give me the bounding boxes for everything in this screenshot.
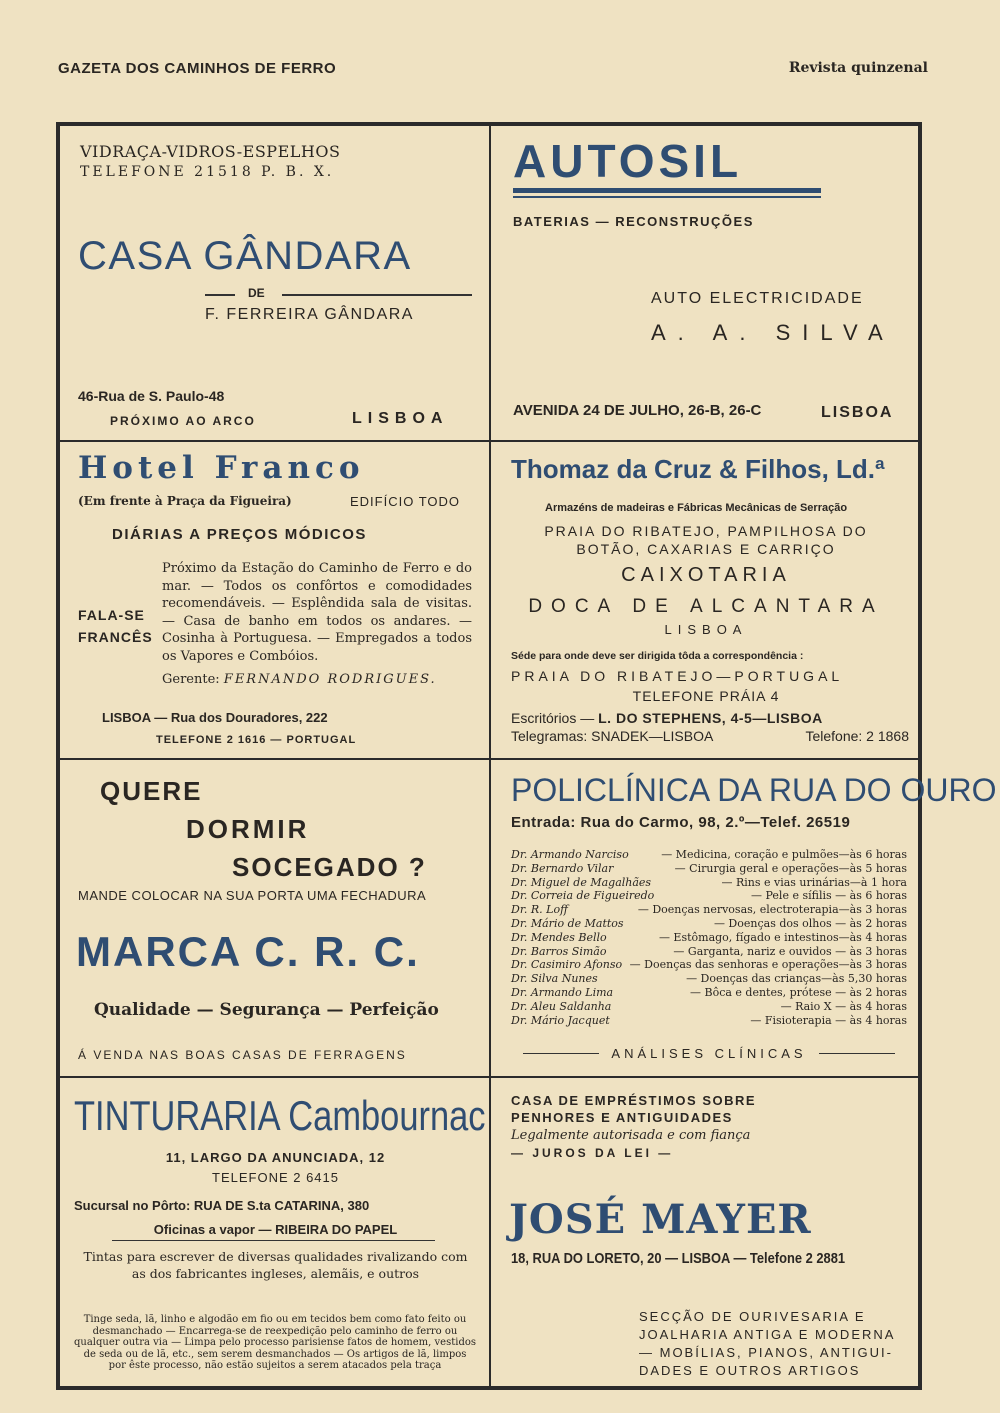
cg-owner: F. FERREIRA GÂNDARA [205, 306, 414, 323]
jm-section-line1: SECÇÃO DE OURIVESARIA E [639, 1309, 866, 1324]
hf-fala-line1: FALA-SE [78, 607, 145, 623]
jm-section-line4: DADES E OUTROS ARTIGOS [639, 1363, 861, 1378]
po-doctor-specialty: — Doenças das senhoras e operações—às 3 horas [629, 958, 907, 972]
po-doctor-name: Dr. Miguel de Magalhães [511, 875, 652, 889]
ti-services: Tinge seda, lã, linho e algodão em fio ou em tecidos bem como fato feito ou desmanchado — Encarrega-se de reexpedição pelo caminho de ferro ou qualquer outra via — Limpa pelo processo parisiense fatos de homem, vestidos de seda ou de lã, etc., sem serem desmanchados — Os artigos de lã, limpos por êste processo, não estão sujeitos a serem atacados pela traça [74, 1314, 476, 1371]
ti-branch: Sucursal no Pôrto: RUA DE S.ta CATARINA, 380 [74, 1198, 370, 1213]
cg-phone: TELEFONE 21518 P. B. X. [80, 164, 335, 180]
hf-manager-name: FERNANDO RODRIGUES. [223, 672, 437, 687]
cg-products: VIDRAÇA-VIDROS-ESPELHOS [80, 142, 341, 161]
po-doctor-specialty: — Cirurgia geral e operações—às 5 horas [674, 861, 907, 875]
th-doca: DOCA DE ALCANTARA [528, 596, 884, 617]
po-doctor-specialty: — Doenças nervosas, electroterapia—às 3 horas [637, 903, 907, 917]
hf-rates: DIÁRIAS A PREÇOS MÓDICOS [112, 526, 367, 543]
po-doctor-row [511, 945, 907, 959]
cg-title: CASA GÂNDARA [78, 234, 412, 278]
cg-divider-left [205, 294, 235, 296]
po-doctor-specialty: — Bôca e dentes, prótese — às 2 horas [690, 985, 907, 999]
jm-legal: Legalmente autorisada e com fiança [511, 1128, 751, 1143]
po-doctor-name: Dr. Correia de Figueiredo [511, 889, 655, 903]
po-doctor-name: Dr. Mendes Bello [511, 930, 607, 944]
au-address: AVENIDA 24 DE JULHO, 26-B, 26-C [513, 402, 762, 419]
jm-heading-line1: CASA DE EMPRÉSTIMOS SOBRE [511, 1093, 757, 1108]
po-doctor-row [511, 889, 907, 903]
ad-jose-mayer [490, 1077, 919, 1387]
journal-title: GAZETA DOS CAMINHOS DE FERRO [58, 60, 337, 77]
po-doctor-name: Dr. Mário de Mattos [511, 916, 624, 930]
hf-address: LISBOA — Rua dos Douradores, 222 [102, 710, 328, 725]
po-doctor-name: Dr. Armando Narciso [511, 848, 629, 861]
au-subtitle: BATERIAS — RECONSTRUÇÕES [513, 214, 754, 229]
au-bar-thin [513, 196, 821, 198]
page-header [58, 60, 928, 84]
ad-hotel-franco [59, 441, 490, 759]
th-offices-label: Escritórios — [511, 710, 595, 726]
th-sede: Séde para onde deve ser dirigida tôda a correspondência : [511, 650, 804, 662]
po-doctor-row [511, 862, 907, 876]
po-footer [511, 1046, 907, 1061]
po-title: POLICLÍNICA DA RUA DO OURO [511, 772, 997, 808]
po-doctor-specialty: — Fisioterapia — às 4 horas [750, 1013, 907, 1027]
th-title: Thomaz da Cruz & Filhos, Ld.ª [511, 454, 885, 484]
qd-slogan: Qualidade — Segurança — Perfeição [94, 1000, 439, 1020]
ad-policlinica [490, 759, 997, 1077]
cg-de: DE [248, 286, 265, 300]
th-places: PRAIA DO RIBATEJO, PAMPILHOSA DO BOTÃO, CAXARIAS E CARRIÇO [544, 523, 868, 557]
au-service: AUTO ELECTRICIDADE [651, 290, 864, 307]
cg-city: LISBOA [352, 410, 449, 427]
cg-address: 46-Rua de S. Paulo-48 [78, 388, 225, 404]
qd-sale: Á VENDA NAS BOAS CASAS DE FERRAGENS [78, 1048, 407, 1062]
th-praia-portugal: PRAIA DO RIBATEJO—PORTUGAL [511, 668, 844, 684]
hf-location: (Em frente à Praça da Figueira) [78, 494, 292, 508]
th-phone: Telefone: 2 1868 [805, 728, 909, 744]
jm-section-line2: JOALHARIA ANTIGA E MODERNA [639, 1327, 896, 1342]
journal-subtitle: Revista quinzenal [788, 60, 928, 76]
po-doctor-specialty: — Doenças das crianças—às 5,30 horas [686, 972, 907, 986]
po-footer-line-left [523, 1053, 599, 1054]
th-lisboa: LISBOA [664, 622, 748, 637]
po-doctor-specialty: — Estômago, fígado e intestinos—às 4 horas [658, 930, 907, 944]
po-doctor-row [511, 917, 907, 931]
ti-title: TINTURARIA Cambournac [74, 1092, 486, 1139]
qd-instruction: MANDE COLOCAR NA SUA PORTA UMA FECHADURA [78, 888, 427, 903]
po-footer-line-right [819, 1053, 895, 1054]
po-doctor-name: Dr. Aleu Saldanha [511, 999, 612, 1013]
au-title: AUTOSIL [513, 135, 743, 187]
th-phone-praia: TELEFONE PRÁIA 4 [632, 688, 780, 704]
jm-title: JOSÉ MAYER [509, 1196, 812, 1243]
po-doctor-name: Dr. Mário Jacquet [511, 1013, 610, 1027]
qd-line2: DORMIR [186, 814, 310, 844]
jm-address: 18, RUA DO LORETO, 20 — LISBOA — Telefone 2 2881 [511, 1250, 846, 1267]
au-city: LISBOA [821, 404, 894, 421]
ad-autosil [490, 125, 919, 441]
hf-title: Hotel Franco [78, 450, 365, 486]
po-doctor-row [511, 931, 907, 945]
po-doctor-list [511, 848, 907, 1027]
po-doctor-specialty: — Pele e sífilis — às 6 horas [751, 889, 907, 903]
jm-interest: — JUROS DA LEI — [511, 1146, 674, 1160]
po-doctor-row [511, 1014, 907, 1028]
po-doctor-name: Dr. Silva Nunes [511, 972, 598, 986]
qd-brand: MARCA C. R. C. [76, 928, 420, 975]
hf-building: EDIFÍCIO TODO [350, 494, 461, 509]
hf-description: Próximo da Estação do Caminho de Ferro e do mar. — Todos os confôrtos e comodidades recomendáveis. — Esplêndida sala de visitas. — Casa de banho em todos os andares. — Cosinha à Portuguesa. — Empregados a todos os Vapores e Combóios. [162, 561, 472, 664]
po-doctor-specialty: — Doenças dos olhos — às 2 horas [713, 916, 907, 930]
ti-workshops: Oficinas a vapor — RIBEIRA DO PAPEL [153, 1222, 398, 1237]
au-bar-thick [513, 188, 821, 193]
jm-heading-line2: PENHORES E ANTIGUIDADES [511, 1110, 733, 1125]
po-doctor-row [511, 903, 907, 917]
hf-phone: TELEFONE 2 1616 — PORTUGAL [156, 734, 357, 746]
po-doctor-row [511, 876, 907, 890]
ti-phone: TELEFONE 2 6415 [212, 1170, 339, 1185]
po-doctor-name: Dr. Bernardo Vilar [511, 861, 614, 875]
th-offices [511, 710, 823, 726]
po-doctor-specialty: — Garganta, nariz e ouvidos — às 3 horas [673, 944, 907, 958]
advertisement-grid [56, 122, 997, 1390]
ti-underline [112, 1240, 435, 1241]
ad-thomaz-cruz [490, 441, 919, 759]
po-doctor-name: Dr. Barros Simão [511, 944, 607, 958]
hf-manager [162, 672, 437, 687]
th-armazens: Armazéns de madeiras e Fábricas Mecânicas de Serração [545, 502, 848, 514]
po-doctor-row [511, 986, 907, 1000]
ad-tinturaria [59, 1077, 490, 1387]
cg-near: PRÓXIMO AO ARCO [110, 414, 256, 428]
ad-fechadura-crc [59, 759, 490, 1077]
po-entrance: Entrada: Rua do Carmo, 98, 2.º—Telef. 26519 [511, 814, 851, 831]
jm-section-line3: — MOBÍLIAS, PIANOS, ANTIGUI- [639, 1345, 893, 1360]
ti-address: 11, LARGO DA ANUNCIADA, 12 [165, 1150, 386, 1165]
po-footer-label: ANÁLISES CLÍNICAS [611, 1046, 807, 1061]
po-doctor-specialty: — Rins e vias urinárias—à 1 hora [721, 875, 907, 889]
ti-inks: Tintas para escrever de diversas qualidades rivalizando com as dos fabricantes ingleses, alemãis, e outros [83, 1249, 468, 1281]
po-doctor-name: Dr. R. Loff [511, 903, 568, 917]
hf-fala-se [78, 604, 153, 648]
cg-divider-right [282, 294, 472, 296]
th-telegrams: Telegramas: SNADEK—LISBOA [511, 728, 714, 744]
jm-heading [511, 1092, 756, 1126]
jm-sections [639, 1308, 895, 1380]
th-caixotaria: CAIXOTARIA [621, 564, 791, 586]
hf-fala-line2: FRANCÊS [78, 629, 153, 645]
po-doctor-row [511, 958, 907, 972]
po-doctor-row [511, 1000, 907, 1014]
po-doctor-specialty: — Medicina, coração e pulmões—às 6 horas [661, 848, 907, 861]
po-doctor-name: Dr. Casimiro Afonso [511, 958, 623, 972]
po-doctor-row [511, 972, 907, 986]
po-doctor-specialty: — Raio X — às 4 horas [780, 999, 907, 1013]
th-offices-address: L. DO STEPHENS, 4-5—LISBOA [598, 710, 823, 726]
hf-manager-label: Gerente: [162, 672, 220, 687]
ad-casa-gandara [59, 125, 490, 441]
au-owner: A. A. SILVA [651, 320, 895, 345]
po-doctor-name: Dr. Armando Lima [511, 985, 614, 999]
th-telegrams-row [511, 728, 909, 744]
po-doctor-row [511, 848, 907, 862]
qd-line1: QUERE [100, 776, 203, 806]
qd-line3: SOCEGADO ? [232, 852, 427, 882]
